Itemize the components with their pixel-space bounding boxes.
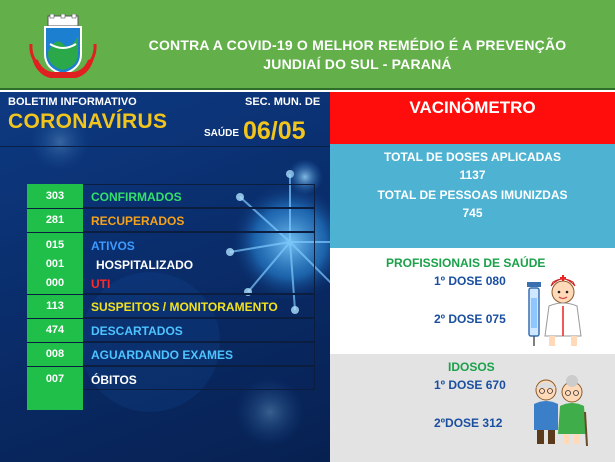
stat-label: AGUARDANDO EXAMES (91, 348, 234, 362)
stat-label: ATIVOS (91, 239, 135, 253)
row-divider (27, 342, 315, 343)
health-workers-section (330, 248, 615, 354)
elderly-dose1: 1º DOSE 670 (434, 378, 506, 392)
header-slogan: CONTRA A COVID-19 O MELHOR REMÉDIO É A PREVENÇÃO (148, 37, 567, 53)
vaccine-header (330, 92, 615, 144)
total-doses-label: TOTAL DE DOSES APLICADAS (384, 150, 561, 164)
nurse-syringe-icon (527, 270, 587, 350)
row-divider (27, 294, 315, 295)
stat-label: RECUPERADOS (91, 214, 185, 228)
header-divider (0, 146, 330, 147)
header-banner (0, 0, 615, 90)
bulletin-subject: CORONAVÍRUS (8, 110, 168, 133)
stat-label: UTI (91, 277, 111, 291)
stat-label: ÓBITOS (91, 373, 137, 387)
row-divider (27, 232, 315, 233)
stat-value: 001 (45, 258, 65, 270)
bulletin-title: BOLETIM INFORMATIVO (8, 96, 137, 108)
total-immunized-value: 745 (462, 206, 483, 220)
stat-label: HOSPITALIZADO (96, 258, 194, 272)
stat-label: SUSPEITOS / MONITORAMENTO (91, 300, 278, 314)
row-divider (27, 318, 315, 319)
stat-value: 303 (45, 190, 65, 202)
stat-value: 000 (45, 277, 65, 289)
health-workers-dose2: 2º DOSE 075 (434, 312, 506, 326)
stat-label: CONFIRMADOS (91, 190, 182, 204)
total-immunized-label: TOTAL DE PESSOAS IMUNIZDAS (377, 188, 568, 202)
health-label: SAÚDE (204, 128, 240, 139)
row-divider (27, 208, 315, 209)
stat-value: 281 (45, 214, 65, 226)
vaccine-totals (330, 144, 615, 248)
stat-label: DESCARTADOS (91, 324, 183, 338)
stat-value: 008 (45, 348, 65, 360)
bulletin-panel (0, 92, 330, 462)
header-location: JUNDIAÍ DO SUL - PARANÁ (263, 56, 452, 72)
elderly-section (330, 354, 615, 462)
bulletin-date: 06/05 (243, 117, 306, 145)
elderly-title: IDOSOS (448, 360, 495, 374)
row-divider (27, 366, 315, 367)
elderly-couple-icon (530, 368, 588, 448)
stat-value: 015 (45, 239, 65, 251)
secretary-label: SEC. MUN. DE (245, 96, 321, 108)
stat-value: 474 (45, 324, 65, 336)
stat-value: 113 (46, 300, 64, 312)
total-doses-value: 1137 (459, 168, 486, 182)
stat-value: 007 (45, 373, 65, 385)
elderly-dose2: 2ºDOSE 312 (434, 416, 503, 430)
vaccine-title: VACINÔMETRO (409, 98, 536, 117)
health-workers-title: PROFISSIONAIS DE SAÚDE (386, 256, 546, 270)
health-workers-dose1: 1º DOSE 080 (434, 274, 506, 288)
municipal-crest-icon (28, 14, 98, 84)
